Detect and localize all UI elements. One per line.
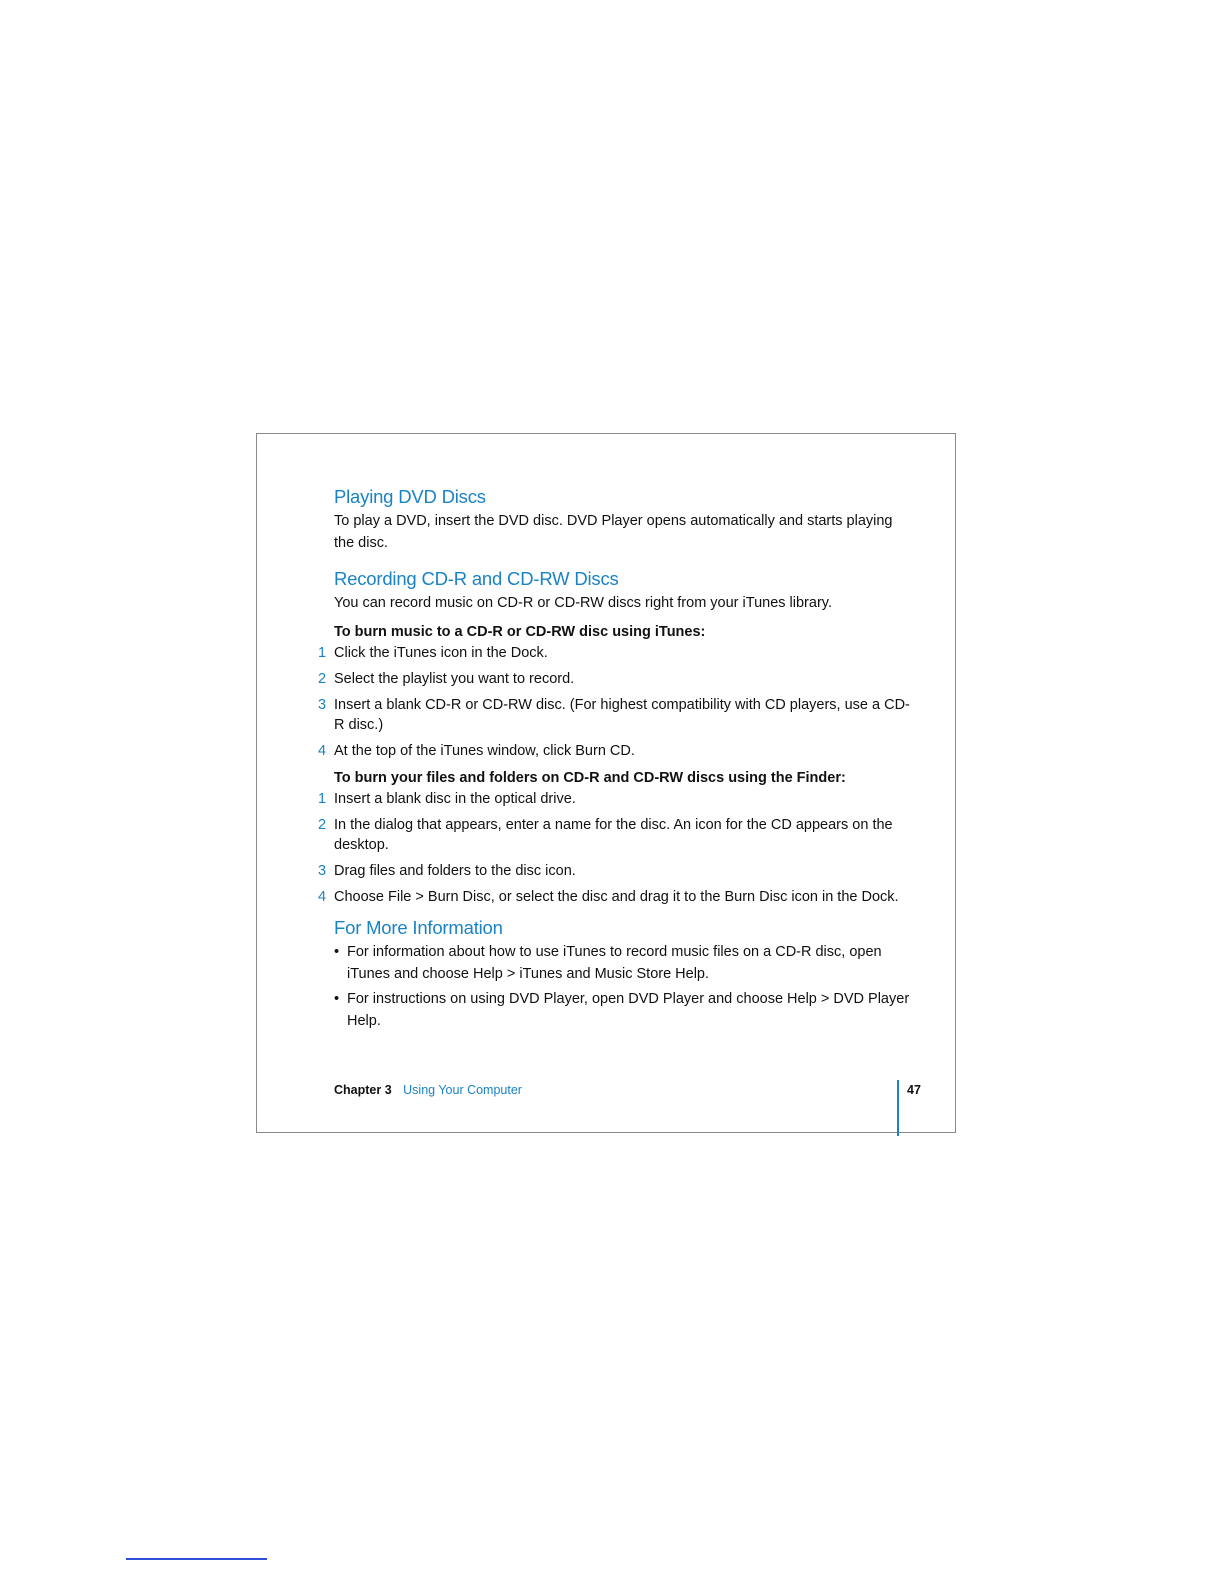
section-heading-recording: Recording CD-R and CD-RW Discs bbox=[334, 568, 619, 589]
step-number: 2 bbox=[318, 817, 327, 833]
section-heading-more-info: For More Information bbox=[334, 917, 503, 938]
footer-divider bbox=[897, 1080, 899, 1136]
list-item bbox=[334, 988, 914, 1032]
step-number: 4 bbox=[318, 743, 327, 759]
step-text: Select the playlist you want to record. bbox=[334, 671, 575, 687]
more-info-list bbox=[334, 941, 914, 1032]
step-number: 3 bbox=[318, 863, 327, 879]
step-number: 4 bbox=[318, 889, 327, 905]
itunes-step bbox=[318, 741, 914, 761]
itunes-step bbox=[318, 695, 914, 735]
page-content bbox=[318, 484, 914, 1035]
footer-chapter bbox=[334, 1081, 522, 1099]
section-heading-dvd: Playing DVD Discs bbox=[334, 486, 486, 507]
itunes-steps bbox=[318, 643, 914, 761]
itunes-step bbox=[318, 669, 914, 689]
step-number: 2 bbox=[318, 671, 327, 687]
step-text: In the dialog that appears, enter a name for the disc. An icon for the CD appears on the desktop. bbox=[334, 817, 893, 853]
step-text: Click the iTunes icon in the Dock. bbox=[334, 645, 548, 661]
chapter-title: Using Your Computer bbox=[403, 1083, 522, 1097]
bullet-icon: • bbox=[334, 944, 340, 960]
step-text: Choose File > Burn Disc, or select the disc and drag it to the Burn Disc icon in the Dock. bbox=[334, 889, 899, 905]
step-text: Insert a blank disc in the optical drive. bbox=[334, 791, 576, 807]
step-text: At the top of the iTunes window, click Burn CD. bbox=[334, 743, 635, 759]
step-text: Insert a blank CD-R or CD-RW disc. (For highest compatibility with CD players, use a CD-R disc.) bbox=[334, 697, 910, 733]
chapter-label: Chapter 3 bbox=[334, 1083, 392, 1097]
finder-task-heading: To burn your files and folders on CD-R and CD-RW discs using the Finder: bbox=[334, 770, 846, 786]
finder-step bbox=[318, 887, 914, 907]
itunes-task-heading: To burn music to a CD-R or CD-RW disc using iTunes: bbox=[334, 624, 706, 640]
recording-paragraph: You can record music on CD-R or CD-RW discs right from your iTunes library. bbox=[334, 595, 832, 611]
step-number: 1 bbox=[318, 791, 327, 807]
page-number: 47 bbox=[907, 1083, 921, 1097]
step-number: 1 bbox=[318, 645, 327, 661]
dvd-paragraph: To play a DVD, insert the DVD disc. DVD Player opens automatically and starts playing the disc. bbox=[334, 513, 893, 551]
finder-step bbox=[318, 861, 914, 881]
itunes-step bbox=[318, 643, 914, 663]
finder-step bbox=[318, 789, 914, 809]
finder-steps bbox=[318, 789, 914, 907]
bullet-icon: • bbox=[334, 991, 340, 1007]
list-item bbox=[334, 941, 914, 985]
step-number: 3 bbox=[318, 697, 327, 713]
footnote-rule bbox=[126, 1558, 267, 1560]
finder-step bbox=[318, 815, 914, 855]
bullet-text: For instructions on using DVD Player, open DVD Player and choose Help > DVD Player Help. bbox=[347, 991, 910, 1029]
step-text: Drag files and folders to the disc icon. bbox=[334, 863, 576, 879]
bullet-text: For information about how to use iTunes to record music files on a CD-R disc, open iTunes and choose Help > iTunes and Music Store Help. bbox=[347, 944, 882, 982]
